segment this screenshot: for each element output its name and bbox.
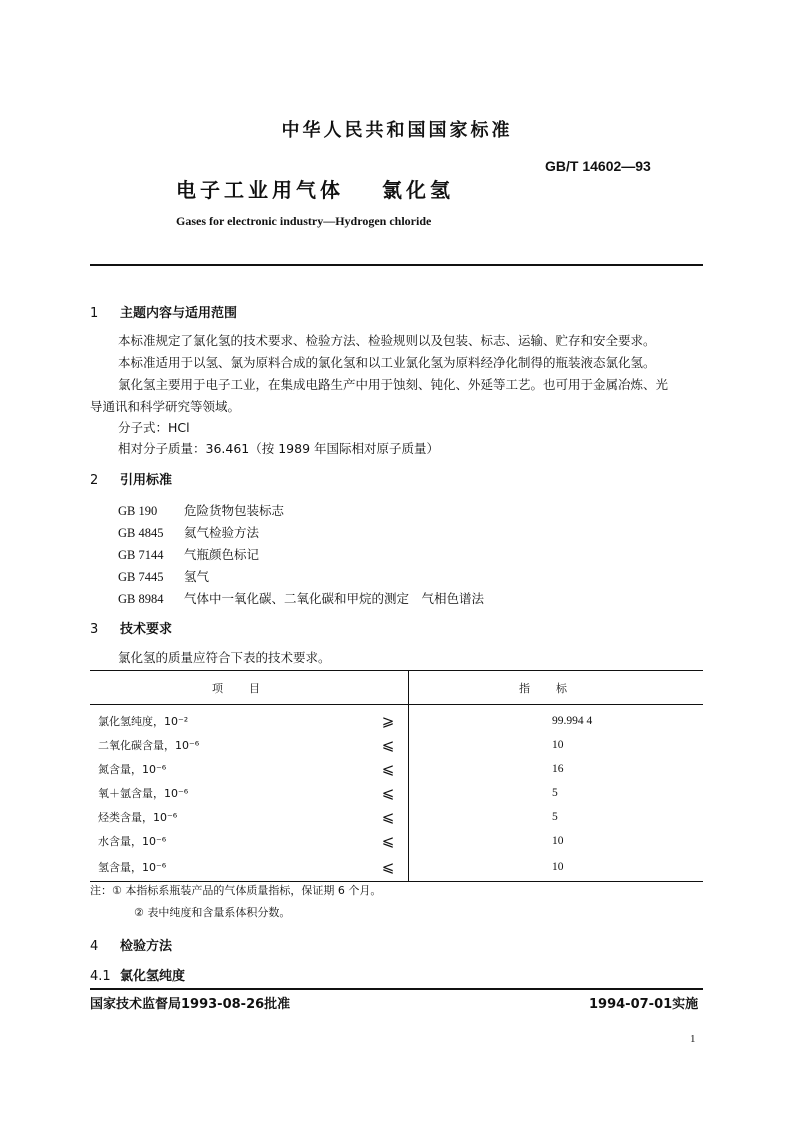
row-operator: ⩽: [368, 829, 409, 853]
row-operator: ⩽: [368, 781, 409, 805]
row-operator: ⩽: [368, 733, 409, 757]
reference-title: 气瓶颜色标记: [184, 547, 260, 562]
header-item: 项目: [90, 671, 409, 705]
paragraph: 本标准适用于以氢、氯为原料合成的氯化氢和以工业氯化氢为原料经净化制得的瓶装液态氯化氢。: [118, 355, 656, 370]
molecular-formula: 分子式：HCl: [118, 420, 190, 435]
row-value: 99.994 4: [552, 715, 593, 727]
section-number: 1: [90, 306, 99, 321]
row-operator: ⩽: [368, 757, 409, 781]
row-operator: ⩽: [368, 853, 409, 882]
reference-code: GB 4845: [118, 526, 164, 540]
subsection-4-1-heading: [90, 965, 185, 984]
header-value: 指标: [519, 681, 593, 695]
reference-standard: [118, 523, 259, 541]
reference-code: GB 7445: [118, 570, 164, 584]
reference-title: 危险货物包装标志: [184, 503, 285, 518]
document-title-en: Gases for electronic industry—Hydrogen chloride: [176, 214, 432, 228]
header-rule: [90, 264, 703, 266]
table-note: ② 表中纯度和含量系体积分数。: [134, 906, 291, 919]
row-value: 10: [552, 835, 564, 847]
row-value: 10: [552, 739, 564, 751]
reference-standard: [118, 589, 484, 607]
reference-standard: [118, 567, 209, 585]
reference-code: GB 190: [118, 504, 158, 518]
table-row: [90, 829, 703, 853]
section-number: 2: [90, 473, 99, 488]
table-row: [90, 805, 703, 829]
paragraph: 本标准规定了氯化氢的技术要求、检验方法、检验规则以及包装、标志、运输、贮存和安全要求。: [118, 333, 656, 348]
row-operator: ⩾: [368, 705, 409, 734]
standard-code: GB/T 14602—93: [545, 158, 651, 174]
row-operator: ⩽: [368, 805, 409, 829]
subsection-number: 4.1: [90, 969, 111, 984]
row-value: 16: [552, 763, 564, 775]
title-cn-part2: 氯化氢: [382, 178, 454, 202]
table-note: 注：① 本指标系瓶装产品的气体质量指标，保证期 6 个月。: [90, 884, 382, 897]
table-row: [90, 733, 703, 757]
footer-rule: [90, 988, 703, 990]
row-item: 水含量，10⁻⁶: [98, 835, 167, 848]
issuing-authority: 中华人民共和国国家标准: [281, 120, 513, 141]
reference-standard: [118, 501, 284, 519]
row-item: 二氧化碳含量，10⁻⁶: [98, 739, 200, 752]
row-item: 氧＋氩含量，10⁻⁶: [98, 787, 189, 800]
section-1-heading: [90, 302, 237, 321]
implementation-date: 1994-07-01实施: [589, 997, 699, 1012]
section-title: 检验方法: [120, 939, 173, 954]
section-2-heading: [90, 469, 172, 488]
row-item: 氯化氢纯度，10⁻²: [98, 715, 189, 728]
table-row: [90, 757, 703, 781]
title-cn-part1: 电子工业用气体: [176, 178, 344, 202]
paragraph: 导通讯和科学研究等领域。: [90, 399, 241, 414]
reference-title: 气体中一氧化碳、二氧化碳和甲烷的测定 气相色谱法: [184, 591, 485, 606]
reference-code: GB 8984: [118, 592, 164, 606]
document-title-cn: [176, 174, 454, 203]
table-row: [90, 853, 703, 882]
table-row: [90, 705, 703, 734]
reference-standard: [118, 545, 259, 563]
row-value: 5: [552, 787, 558, 799]
reference-code: GB 7144: [118, 548, 164, 562]
reference-title: 氦气检验方法: [184, 525, 260, 540]
section-title: 引用标准: [120, 473, 173, 488]
subsection-title: 氯化氢纯度: [120, 969, 186, 984]
page-number: 1: [690, 1033, 696, 1045]
reference-title: 氢气: [184, 569, 210, 584]
section-title: 主题内容与适用范围: [120, 306, 238, 321]
row-value: 5: [552, 811, 558, 823]
section-number: 3: [90, 622, 99, 637]
table-header-row: [90, 671, 703, 705]
technical-requirements-table: [90, 670, 703, 882]
row-item: 氢含量，10⁻⁶: [90, 853, 368, 882]
section-title: 技术要求: [120, 622, 173, 637]
table-intro: 氯化氢的质量应符合下表的技术要求。: [118, 650, 331, 665]
paragraph: 氯化氢主要用于电子工业，在集成电路生产中用于蚀刻、钝化、外延等工艺。也可用于金属冶炼、光: [118, 377, 669, 392]
row-value: 10: [409, 853, 704, 882]
section-4-heading: [90, 935, 172, 954]
table-row: [90, 781, 703, 805]
row-item: 氮含量，10⁻⁶: [98, 763, 167, 776]
section-number: 4: [90, 939, 99, 954]
molecular-mass: 相对分子质量：36.461（按 1989 年国际相对原子质量）: [118, 441, 439, 456]
row-item: 烃类含量，10⁻⁶: [98, 811, 178, 824]
section-3-heading: [90, 618, 172, 637]
approval-date: 国家技术监督局1993-08-26批准: [90, 997, 291, 1012]
